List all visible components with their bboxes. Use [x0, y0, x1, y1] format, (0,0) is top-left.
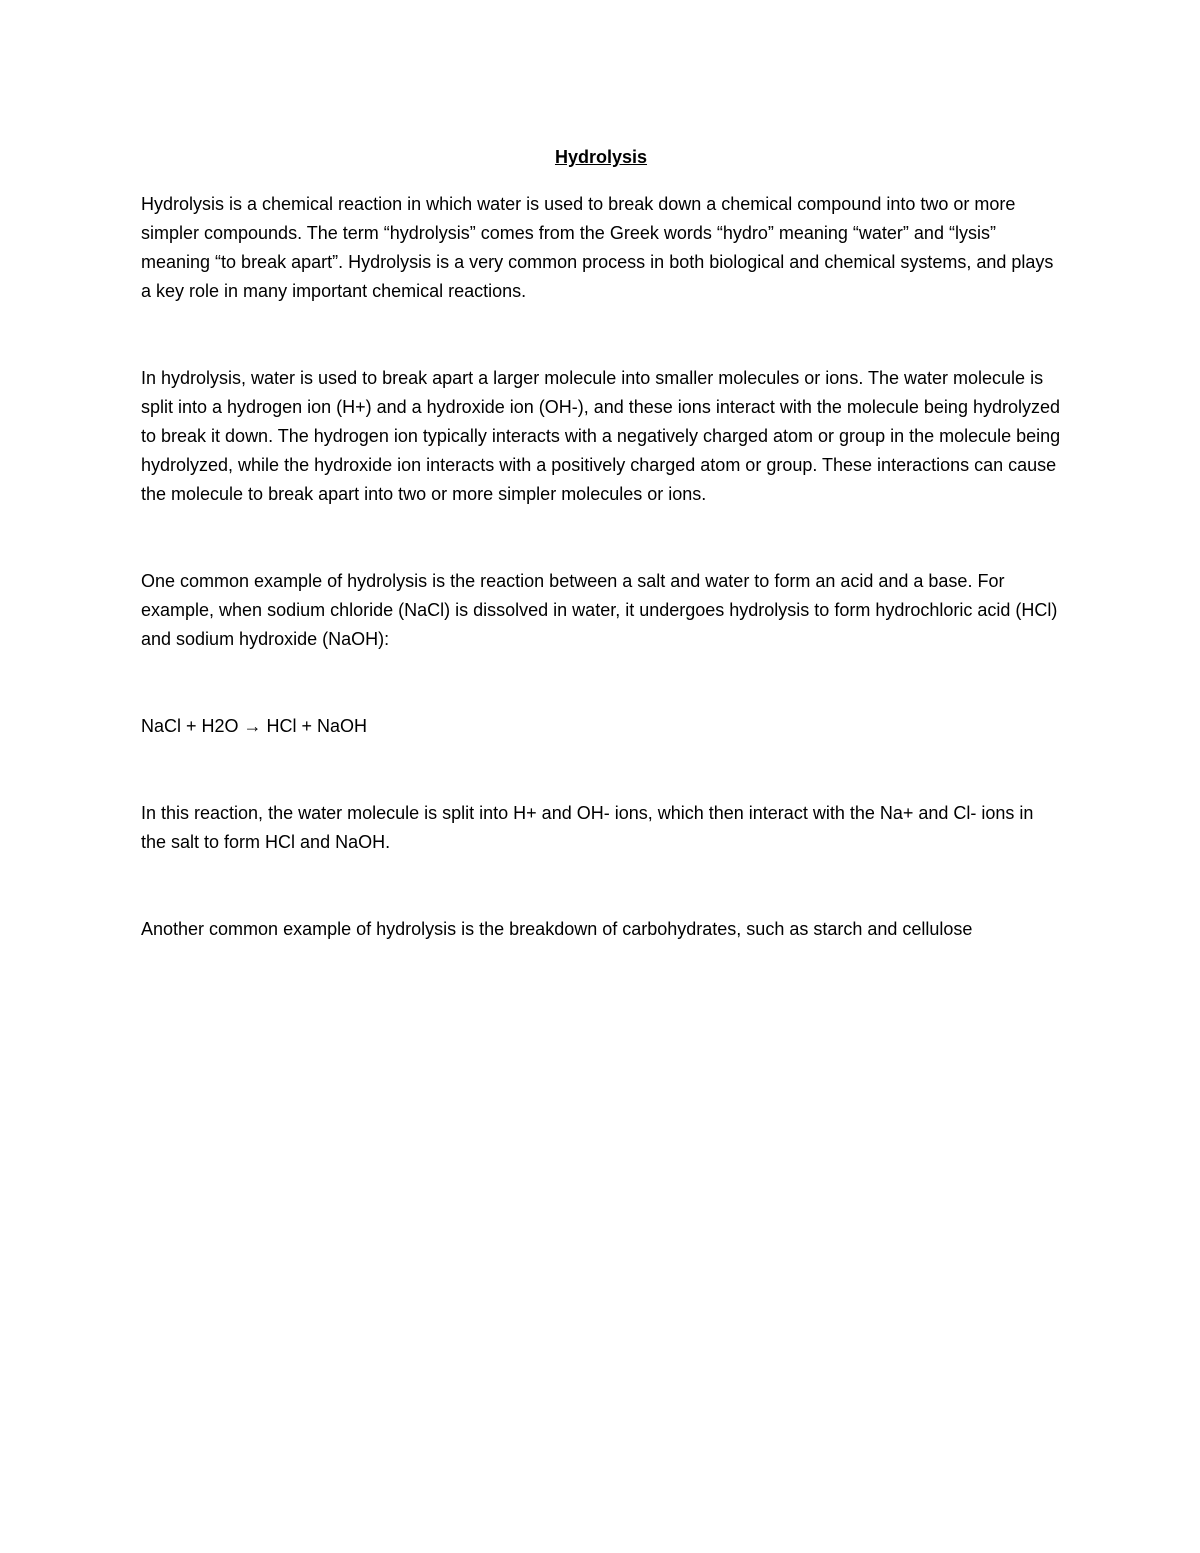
paragraph-mechanism: In hydrolysis, water is used to break apart a larger molecule into smaller molecules or ions. The water molecule is split into a hydrogen ion (H+) and a hydroxide ion (OH-), and these ions interact with the molecule being hydrolyzed to break it down. The hydrogen ion typically interacts with a negatively charged atom or group in the molecule being hydrolyzed, while the hydroxide ion interacts with a positively charged atom or group. These interactions can cause the molecule to break apart into two or more simpler molecules or ions.: [141, 368, 1061, 504]
spacer: [141, 857, 1061, 915]
spacer: [141, 509, 1061, 567]
document-body: [141, 143, 1061, 944]
chemical-equation: NaCl + H2O → HCl + NaOH: [141, 716, 368, 736]
paragraph-intro: Hydrolysis is a chemical reaction in which water is used to break down a chemical compound into two or more simpler compounds. The term “hydrolysis” comes from the Greek words “hydro” meaning “water” and “lysis” meaning “to break apart”. Hydrolysis is a very common process in both biological and chemical systems, and plays a key role in many important chemical reactions.: [141, 194, 1054, 301]
spacer: [141, 741, 1061, 799]
document-title: Hydrolysis: [554, 147, 648, 167]
paragraph-carbohydrate-example: Another common example of hydrolysis is the breakdown of carbohydrates, such as starch and cellulose: [141, 919, 973, 939]
paragraph-reaction-explanation: In this reaction, the water molecule is split into H+ and OH- ions, which then interact with the Na+ and Cl- ions in the salt to form HCl and NaOH.: [141, 803, 1034, 852]
spacer: [141, 654, 1061, 712]
paragraph-salt-example: One common example of hydrolysis is the reaction between a salt and water to form an acid and a base. For example, when sodium chloride (NaCl) is dissolved in water, it undergoes hydrolysis to form hydrochloric acid (HCl) and sodium hydroxide (NaOH):: [141, 571, 1058, 649]
spacer: [141, 306, 1061, 364]
